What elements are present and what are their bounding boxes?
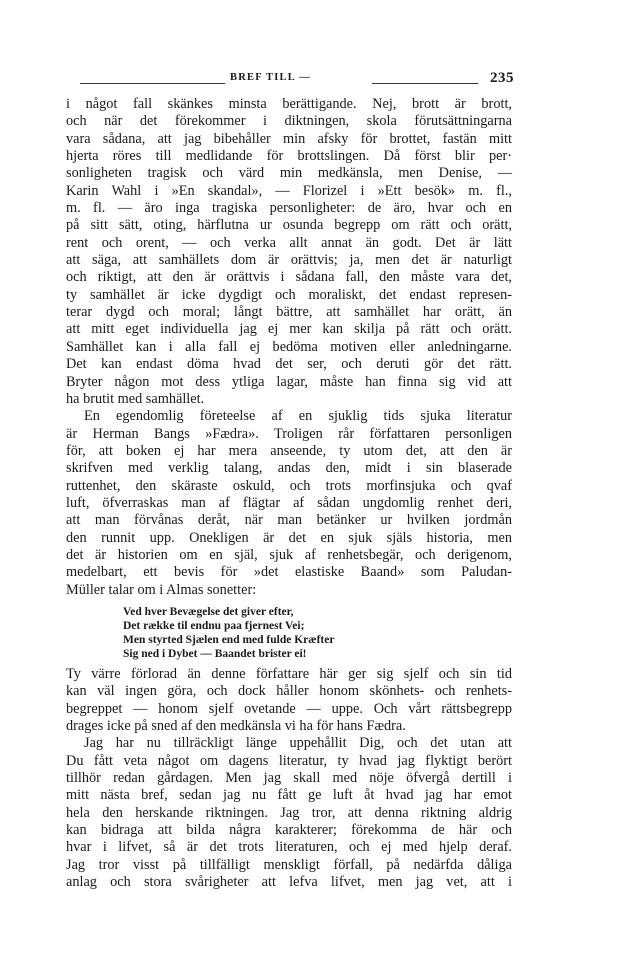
- text-line: Müller talar om i Almas sonetter:: [66, 581, 257, 598]
- text-line: Samhället kan i alla fall ej bedöma motiven eller anledningarne.: [66, 338, 512, 355]
- text-line: vara sådana, att jag bibehåller min afsky för brottet, fastän mitt: [66, 130, 512, 147]
- text-line: det är historien om en själ, sjuk af renhetsbegär, och derigenom,: [66, 546, 512, 563]
- text-line: att säga, att samhällets dom är orättvis; ja, men det är naturligt: [66, 252, 512, 269]
- paragraph-4: [66, 735, 512, 891]
- text-line: ty samhället är icke dygdigt och moraliskt, det endast represen-: [66, 286, 512, 303]
- text-line: rent och orent, — och verka allt annat än godt. Det är lätt: [66, 234, 512, 251]
- text-line: hjerta röres till medlidande för brottslingen. Då först blir per·: [66, 148, 512, 165]
- header-rule-right: [372, 83, 478, 84]
- text-line: En egendomlig företeelse af en sjuklig tids sjuka literatur: [84, 408, 512, 425]
- text-line: ha brutit med samhället.: [66, 390, 205, 407]
- body-text: [66, 96, 512, 891]
- text-line: och riktigt, att den är orättvis i sådana fall, den måste vara det,: [66, 269, 512, 286]
- text-line: Karin Wahl i »En skandal», — Florizel i »Ett besök» m. fl.,: [66, 182, 512, 199]
- poem-line: Sig ned i Dybet — Baandet brister ei!: [123, 647, 307, 660]
- text-line: att mitt eget individuella jag ej mer kan skilja på rätt och orätt.: [66, 321, 512, 338]
- text-line: begreppet — honom sjelf ovetande — uppe. Och vårt rättsbegrepp: [66, 700, 512, 717]
- text-line: Ty värre förlorad än denne författare här ger sig sjelf och sin tid: [66, 665, 512, 682]
- running-head: [80, 70, 516, 92]
- text-line: kan väl ingen göra, och dock håller honom skönhets- och renhets-: [66, 683, 512, 700]
- header-rule-left: [80, 83, 225, 84]
- text-line: hela den herskande riktningen. Jag tror, att denna riktning aldrig: [66, 804, 512, 821]
- text-line: på sitt sätt, oting, härflutna ur osunda begrepp om rätt och orätt,: [66, 217, 512, 234]
- paragraph-3: [66, 666, 512, 735]
- page-number: 235: [490, 70, 514, 86]
- poem-line: Det række til endnu paa fjernest Vei;: [123, 619, 305, 632]
- paragraph-2: [66, 408, 512, 599]
- text-line: sonligheten tragisk och värd min medkänsla, men Denise, —: [66, 165, 512, 182]
- text-line: tillhör redan gårdagen. Men jag skall med nöje öfvergå dertill i: [66, 770, 512, 787]
- text-line: är Herman Bangs »Fædra». Troligen rår författaren personligen: [66, 425, 512, 442]
- text-line: den runnit upp. Onekligen är det en sjuk själs historia, men: [66, 529, 512, 546]
- text-line: i något fall skänkes minsta berättigande. Nej, brott är brott,: [66, 96, 512, 112]
- text-line: Du fått veta något om dagens literatur, ty hvad jag flyktigt berört: [66, 752, 512, 769]
- text-line: luft, öfverraskas man af flägtar af sådan ungdomlig renhet deri,: [66, 494, 512, 511]
- text-line: anlag och stora svårigheter att lefva lifvet, men jag vet, att i: [66, 874, 512, 891]
- text-line: att man förvånas deråt, när man betänker ur hvilken jordmån: [66, 512, 512, 529]
- text-line: mitt nästa bref, sedan jag nu fått ge luft åt hvad jag har emot: [66, 787, 512, 804]
- text-line: Det kan endast döma hvad det ser, och deruti gör det rätt.: [66, 356, 512, 373]
- text-line: hvar i lifvet, så är det trots literaturen, och ej med hjelp deraf.: [66, 839, 512, 856]
- text-line: Jag har nu tillräckligt länge uppehållit Dig, och det utan att: [84, 735, 512, 752]
- text-line: medelbart, ett bevis för »det elastiske Baand» som Paludan-: [66, 564, 512, 581]
- text-line: Jag tror visst på tillfälligt menskligt förfall, på nedärfda dåliga: [66, 856, 512, 873]
- text-line: och när det förekommer i diktningen, skola förutsättningarna: [66, 113, 512, 130]
- text-line: skrifven med verklig talang, andas den, midt i sin blaserade: [66, 460, 512, 477]
- text-line: terar dygd och moral; långt bättre, att samhället har orätt, än: [66, 304, 512, 321]
- poem-line: Ved hver Bevægelse det giver efter,: [123, 605, 294, 618]
- text-line: m. fl. — äro inga tragiska personligheter: de äro, hvar och en: [66, 200, 512, 217]
- poem-quote: [123, 605, 512, 661]
- text-line: för, att boken ej har mera anseende, ty utom det, att den är: [66, 442, 512, 459]
- paragraph-1: [66, 96, 512, 408]
- text-line: kan bidraga att bilda några karakterer; förekomma de här och: [66, 822, 512, 839]
- text-line: drages icke på sned af den medkänsla vi ha för hans Fædra.: [66, 718, 406, 734]
- poem-line: Men styrted Sjælen end med fulde Kræfter: [123, 633, 335, 646]
- running-head-title: BREF TILL —: [230, 72, 311, 83]
- text-line: ruttenhet, den skäraste oskuld, och trots morfinsjuka och qvaf: [66, 477, 512, 494]
- text-line: Bryter någon mot dess ytliga lagar, måste han finna sig vid att: [66, 373, 512, 390]
